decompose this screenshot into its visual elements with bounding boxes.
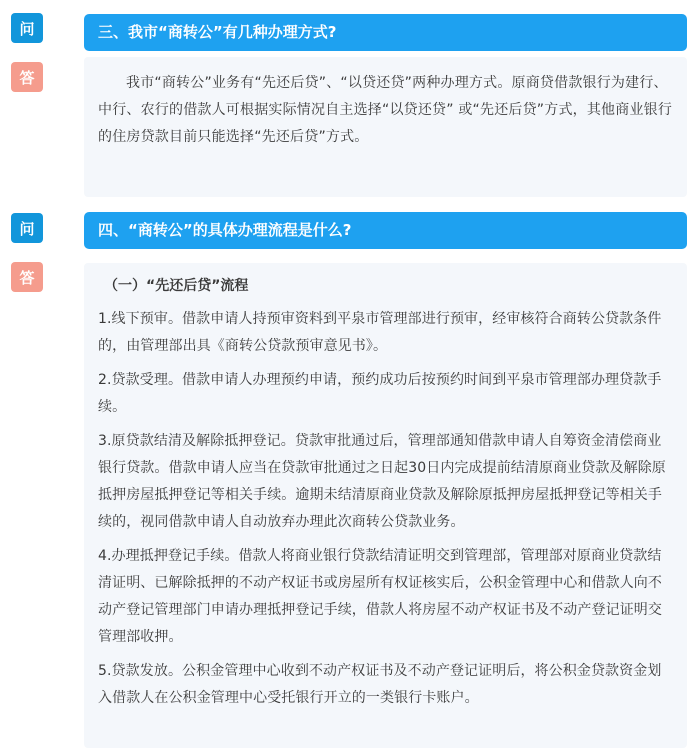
- answer-text: 我市“商转公”业务有“先还后贷”、“以贷还贷”两种办理方式。原商贷借款银行为建行、中行、农行的借款人可根据实际情况自主选择“以贷还贷” 或“先还后贷”方式，其他商业银行的住房贷款目前只能选择“先还后贷”方式。: [98, 75, 673, 145]
- question-badge: 问: [11, 213, 43, 243]
- process-step: 4.办理抵押登记手续。借款人将商业银行贷款结清证明交到管理部，管理部对原商业贷款结清证明、已解除抵押的不动产权证书或房屋所有权证核实后，公积金管理中心和借款人向不动产登记管理部门申请办理抵押登记手续，借款人将房屋不动产权证书及不动产登记证明交管理部收押。: [98, 548, 662, 645]
- answer-badge: 答: [11, 62, 43, 92]
- answer-box: [84, 57, 687, 197]
- process-step: 2.贷款受理。借款申请人办理预约申请，预约成功后按预约时间到平泉市管理部办理贷款手续。: [98, 372, 662, 415]
- process-step: 1.线下预审。借款申请人持预审资料到平泉市管理部进行预审，经审核符合商转公贷款条件的，由管理部出具《商转公贷款预审意见书》。: [98, 311, 662, 354]
- question-heading: 三、我市“商转公”有几种办理方式?: [84, 14, 687, 51]
- answer-box: [84, 263, 687, 748]
- process-subheading: （一）“先还后贷”流程: [104, 278, 249, 294]
- process-step: 5.贷款发放。公积金管理中心收到不动产权证书及不动产登记证明后，将公积金贷款资金划入借款人在公积金管理中心受托银行开立的一类银行卡账户。: [98, 663, 662, 706]
- question-heading: 四、“商转公”的具体办理流程是什么?: [84, 212, 687, 249]
- process-step: 3.原贷款结清及解除抵押登记。贷款审批通过后，管理部通知借款申请人自筹资金清偿商业银行贷款。借款申请人应当在贷款审批通过之日起30日内完成提前结清原商业贷款及解除原抵押房屋抵押登记等相关手续。逾期未结清原商业贷款及解除原抵押房屋抵押登记等相关手续的，视同借款申请人自动放弃办理此次商转公贷款业务。: [98, 433, 666, 530]
- question-badge: 问: [11, 13, 43, 43]
- answer-badge: 答: [11, 262, 43, 292]
